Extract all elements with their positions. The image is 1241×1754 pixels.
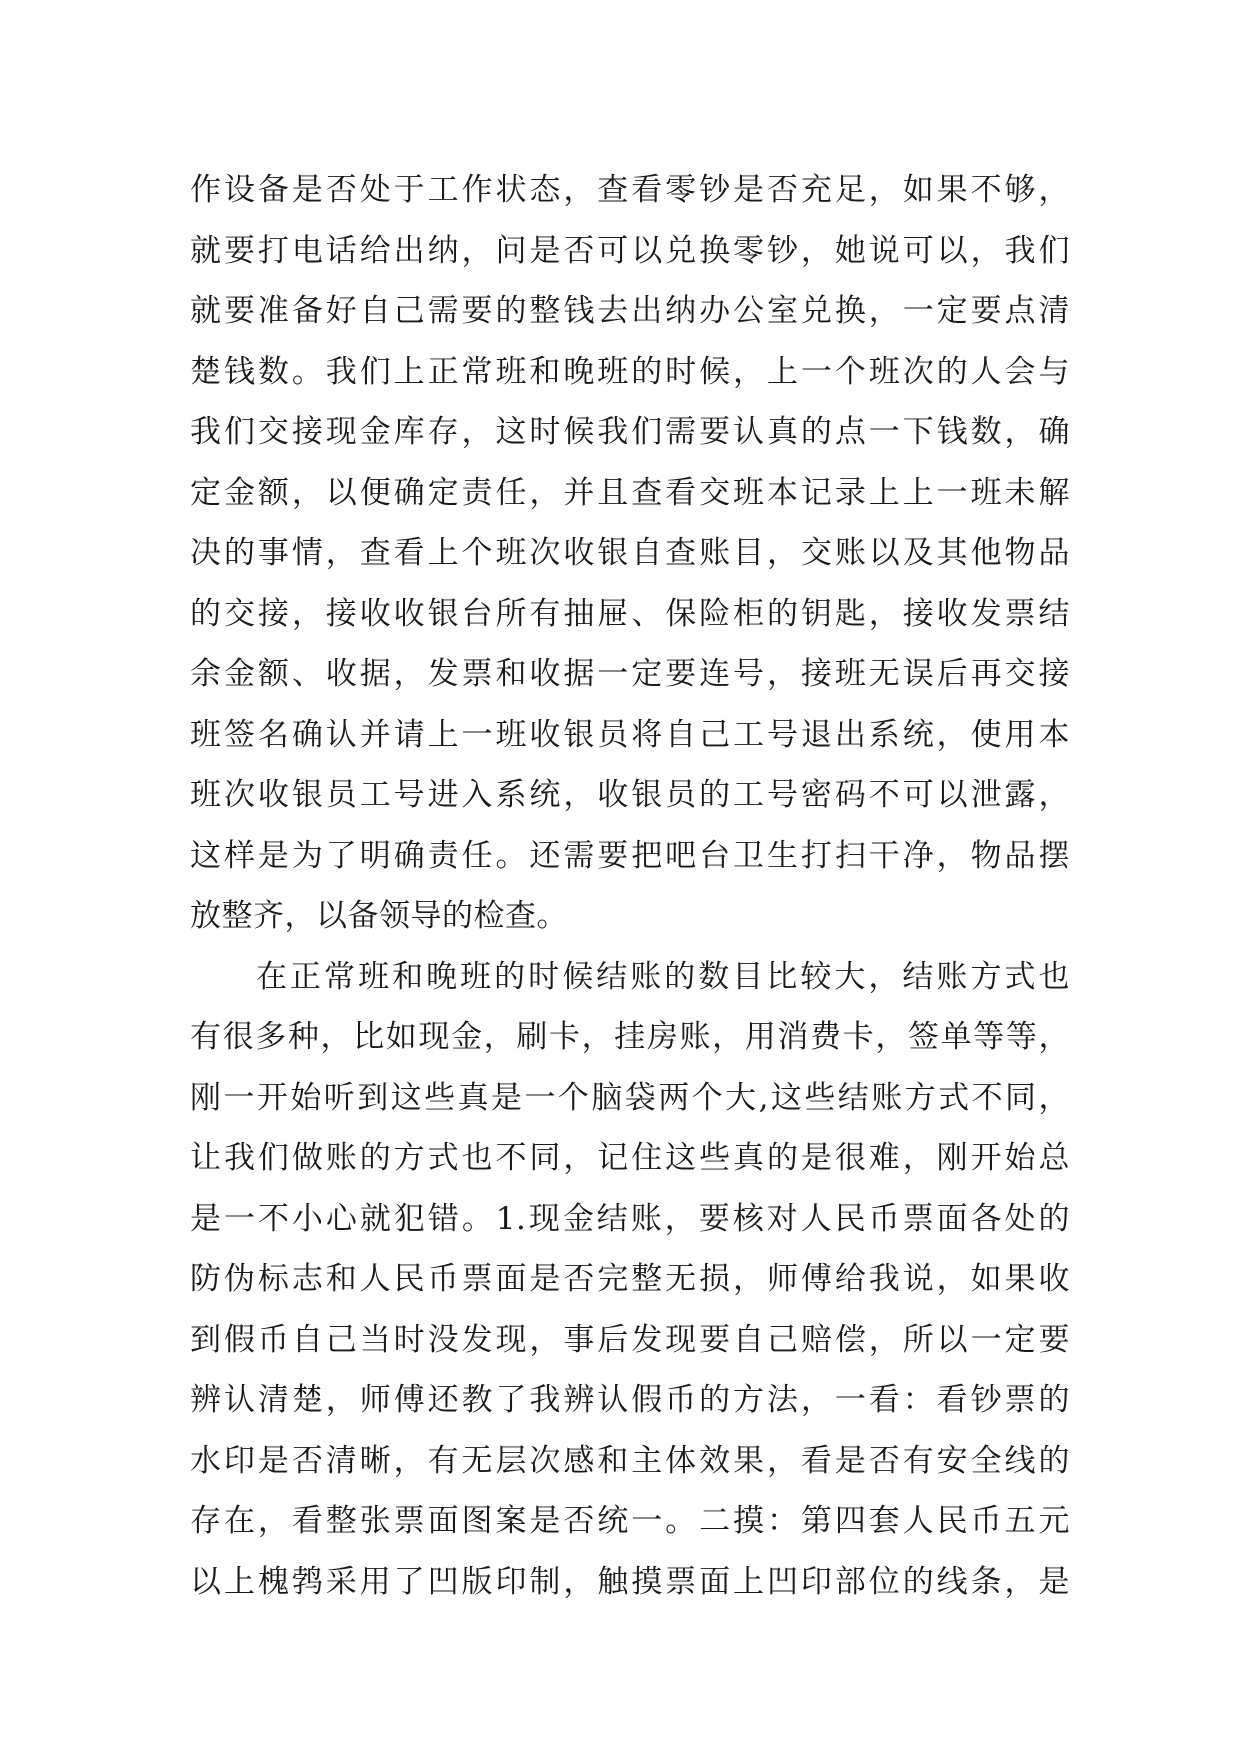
text-line: 余金额、收据，发票和收据一定要连号，接班无误后再交接 — [190, 656, 1070, 692]
paragraph-end-line: 放整齐，以备领导的检查。 — [190, 898, 568, 934]
text-line: 这样是为了明确责任。还需要把吧台卫生打扫干净，物品摆 — [190, 837, 1070, 874]
text-line: 让我们做账的方式也不同，记住这些真的是很难，刚开始总 — [190, 1140, 1070, 1176]
body-text — [190, 160, 1070, 1612]
text-line: 水印是否清晰，有无层次感和主体效果，看是否有安全线的 — [190, 1442, 1070, 1479]
text-line: 决的事情，查看上个班次收银自查账目，交账以及其他物品 — [190, 535, 1070, 571]
text-line: 就要准备好自己需要的整钱去出纳办公室兑换，一定要点清 — [190, 293, 1070, 329]
text-line: 班签名确认并请上一班收银员将自己工号退出系统，使用本 — [190, 716, 1070, 753]
text-line: 到假币自己当时没发现，事后发现要自己赔偿，所以一定要 — [190, 1321, 1070, 1358]
text-line: 作设备是否处于工作状态，查看零钞是否充足，如果不够， — [190, 172, 1070, 208]
text-line: 防伪标志和人民币票面是否完整无损，师傅给我说，如果收 — [190, 1261, 1070, 1297]
text-line: 就要打电话给出纳，问是否可以兑换零钞，她说可以，我们 — [190, 232, 1070, 269]
text-line: 班次收银员工号进入系统，收银员的工号密码不可以泄露， — [190, 777, 1070, 813]
text-line: 以上槐鹁采用了凹版印制，触摸票面上凹印部位的线条，是 — [190, 1563, 1070, 1600]
text-line: 是一不小心就犯错。1.现金结账，要核对人民币票面各处的 — [190, 1200, 1070, 1237]
text-line: 楚钱数。我们上正常班和晚班的时候，上一个班次的人会与 — [190, 353, 1070, 390]
text-line: 存在，看整张票面图案是否统一。二摸：第四套人民币五元 — [190, 1503, 1070, 1539]
text-line: 有很多种，比如现金，刷卡，挂房账，用消费卡，签单等等， — [190, 1019, 1070, 1055]
text-line: 我们交接现金库存，这时候我们需要认真的点一下钱数，确 — [190, 414, 1070, 450]
text-line: 的交接，接收收银台所有抽屉、保险柜的钥匙，接收发票结 — [190, 595, 1070, 632]
text-line: 定金额，以便确定责任，并且查看交班本记录上上一班未解 — [190, 474, 1070, 511]
text-line: 刚一开始听到这些真是一个脑袋两个大,这些结账方式不同， — [190, 1079, 1070, 1116]
text-line: 辨认清楚，师傅还教了我辨认假币的方法，一看：看钞票的 — [190, 1382, 1070, 1418]
paragraph-start-line: 在正常班和晚班的时候结账的数目比较大，结账方式也 — [256, 958, 1070, 995]
